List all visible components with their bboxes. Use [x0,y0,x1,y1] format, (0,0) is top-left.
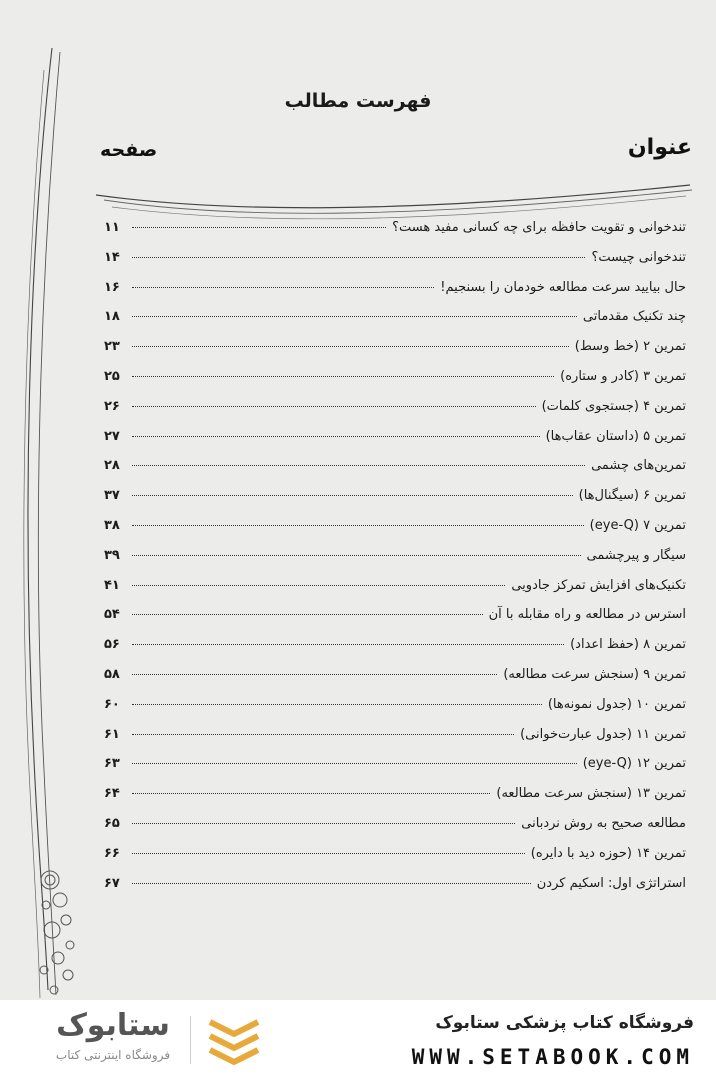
toc-entry-page: ۶۵ [104,815,120,831]
toc-entry [104,339,686,369]
toc-entry-title: تمرین ۹ (سنجش سرعت مطالعه) [503,666,686,682]
dot-leader [132,555,581,556]
toc-entry [104,756,686,786]
dot-leader [132,763,577,764]
toc-entry-title: تمرین ۲ (خط وسط) [574,339,686,355]
toc-entry-page: ۱۶ [104,279,120,295]
dot-leader [132,614,483,615]
toc-entry [104,667,686,697]
dot-leader [132,585,505,586]
toc-entry-page: ۶۷ [104,875,120,891]
toc-entry-title: تندخوانی و تقویت حافظه برای چه کسانی مفید هست؟ [392,220,686,235]
toc-entry-title: تمرین ۸ (حفظ اعداد) [570,637,686,653]
toc-header-row [100,135,692,171]
toc-entry [104,548,686,578]
toc-entry-page: ۴۱ [104,577,120,593]
toc-entry [104,637,686,667]
toc-entry [104,429,686,459]
dot-leader [132,883,531,884]
toc-entry-title: تمرین ۴ (جستجوی کلمات) [541,398,686,414]
store-name: فروشگاه کتاب پزشکی ستابوک [435,1013,694,1033]
toc-entry-title: تکنیک‌های افزایش تمرکز جادویی [511,577,686,593]
dot-leader [132,227,386,228]
dot-leader [132,406,536,407]
toc-entry [104,876,686,906]
toc-entry-title: حال بیایید سرعت مطالعه خودمان را بسنجیم! [440,279,686,295]
toc-entry-page: ۶۱ [104,726,120,742]
toc-entry-page: ۱۱ [104,220,120,235]
toc-entry-title: تمرین ۷ (eye-Q) [589,517,686,533]
toc-entry-title: تمرین ۳ (کادر و ستاره) [560,368,686,384]
store-footer [0,1000,716,1080]
toc-entry [104,727,686,757]
dot-leader [132,376,554,377]
toc-entry [104,578,686,608]
toc-entry [104,369,686,399]
toc-entry-page: ۵۴ [104,607,120,623]
toc-entry [104,846,686,876]
toc-entry [104,220,686,250]
store-logo-subtitle: فروشگاه اینترنتی کتاب [55,1048,171,1062]
chevron-stack-logo-icon [204,1014,264,1070]
store-url[interactable]: WWW.SETABOOK.COM [411,1045,694,1069]
toc-entry-title: تمرین ۵ (داستان عقاب‌ها) [545,428,686,444]
toc-entry-title: تندخوانی چیست؟ [591,249,686,265]
toc-entry [104,607,686,637]
toc-entry [104,488,686,518]
toc-entry [104,816,686,846]
toc-entry-title: تمرین ۱۰ (جدول نمونه‌ها) [547,696,686,712]
toc-entry [104,458,686,488]
toc-entry-page: ۲۵ [104,368,120,384]
dot-leader [132,316,577,317]
page-title: فهرست مطالب [284,90,432,112]
toc-entry-page: ۲۳ [104,339,120,355]
dot-leader [132,257,585,258]
toc-entry-title: تمرین ۱۱ (جدول عبارت‌خوانی) [520,726,686,742]
toc-entry-page: ۶۳ [104,756,120,772]
toc-entry-title: تمرین ۱۳ (سنجش سرعت مطالعه) [496,786,686,802]
column-header-title: عنوان [627,135,692,160]
toc-entry-title: سیگار و پیرچشمی [586,547,686,563]
toc-entry-page: ۱۴ [104,249,120,265]
store-logo-wordmark: ستابوک [56,1008,170,1043]
toc-entry-page: ۳۷ [104,488,120,504]
dot-leader [132,823,515,824]
toc-entry-page: ۶۶ [104,845,120,861]
table-of-contents [104,220,686,905]
toc-entry-title: تمرین‌های چشمی [591,458,686,474]
toc-entry [104,518,686,548]
toc-entry-page: ۲۷ [104,428,120,444]
dot-leader [132,674,497,675]
toc-entry [104,786,686,816]
toc-entry-page: ۲۸ [104,458,120,474]
toc-entry-page: ۵۶ [104,637,120,653]
dot-leader [132,495,573,496]
toc-entry-title: تمرین ۱۲ (eye-Q) [582,756,686,772]
dot-leader [132,734,514,735]
toc-entry-title: استراتژی اول: اسکیم کردن [536,875,686,891]
toc-entry [104,697,686,727]
toc-entry-page: ۶۴ [104,786,120,802]
toc-entry [104,250,686,280]
toc-entry [104,309,686,339]
toc-entry-title: تمرین ۱۴ (حوزه دید با دایره) [530,845,686,861]
dot-leader [132,346,569,347]
toc-entry-page: ۶۰ [104,696,120,712]
toc-entry-title: مطالعه صحیح به روش نردبانی [521,815,686,831]
logo-divider [190,1016,191,1064]
dot-leader [132,704,542,705]
column-header-page: صفحه [100,139,158,161]
dot-leader [132,644,564,645]
dot-leader [132,465,585,466]
toc-entry-page: ۳۹ [104,547,120,563]
toc-entry [104,280,686,310]
toc-entry-page: ۵۸ [104,666,120,682]
toc-entry-page: ۱۸ [104,309,120,325]
toc-entry [104,399,686,429]
toc-entry-title: استرس در مطالعه و راه مقابله با آن [488,607,686,623]
toc-entry-page: ۲۶ [104,398,120,414]
toc-entry-title: چند تکنیک مقدماتی [582,309,686,325]
dot-leader [132,853,525,854]
dot-leader [132,287,434,288]
dot-leader [132,525,584,526]
dot-leader [132,436,540,437]
dot-leader [132,793,490,794]
toc-entry-page: ۳۸ [104,517,120,533]
toc-entry-title: تمرین ۶ (سیگنال‌ها) [578,488,686,504]
